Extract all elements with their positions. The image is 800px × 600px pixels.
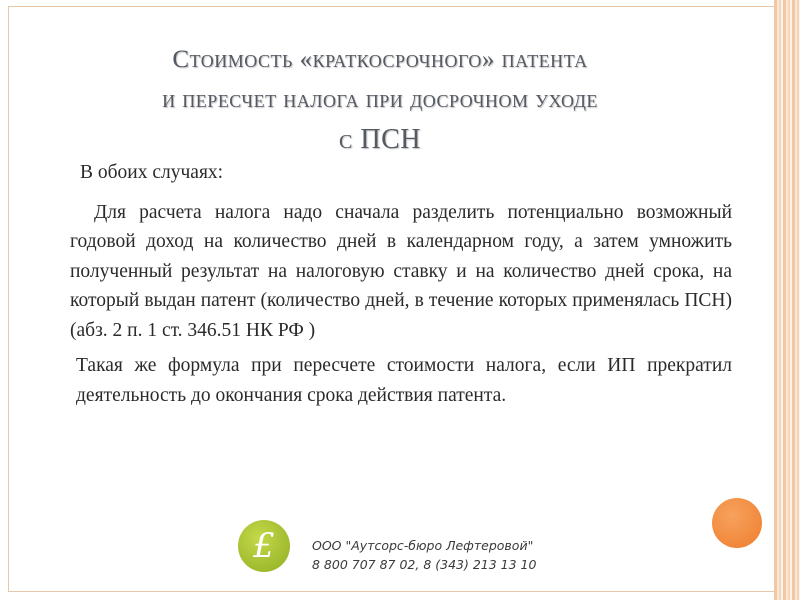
slide-body: [70, 158, 732, 410]
company-logo-icon: [238, 520, 290, 572]
title-line-2: и пересчет налога при досрочном уходе: [162, 86, 598, 113]
company-phones: 8 800 707 87 02, 8 (343) 213 13 10: [312, 557, 537, 572]
slide-title: [60, 40, 700, 160]
calculation-paragraph: Для расчета налога надо сначала разделить потенциально возможный годовой доход на количество дней в календарном году, а затем умножить полученный результат на налоговую ставку и на количество дней срока, на который выдан патент (количество дней, в течение которых применялась ПСН) (абз. 2 п. 1 ст. 346.51 НК РФ ): [70, 201, 732, 341]
title-line-3: с ПСН: [339, 124, 421, 155]
decorative-orange-circle: [712, 498, 762, 548]
company-name: ООО "Аутсорс-бюро Лефтеровой": [312, 538, 534, 553]
letter-l-logo-icon: £: [253, 526, 275, 566]
company-info: [312, 536, 536, 574]
intro-text: В обоих случаях:: [80, 162, 224, 183]
decorative-stripe-bar: [774, 0, 800, 600]
recalculation-paragraph: Такая же формула при пересчете стоимости налога, если ИП прекратил деятельность до окончания срока действия патента.: [76, 355, 732, 406]
title-line-1: Стоимость «краткосрочного» патента: [172, 46, 588, 73]
